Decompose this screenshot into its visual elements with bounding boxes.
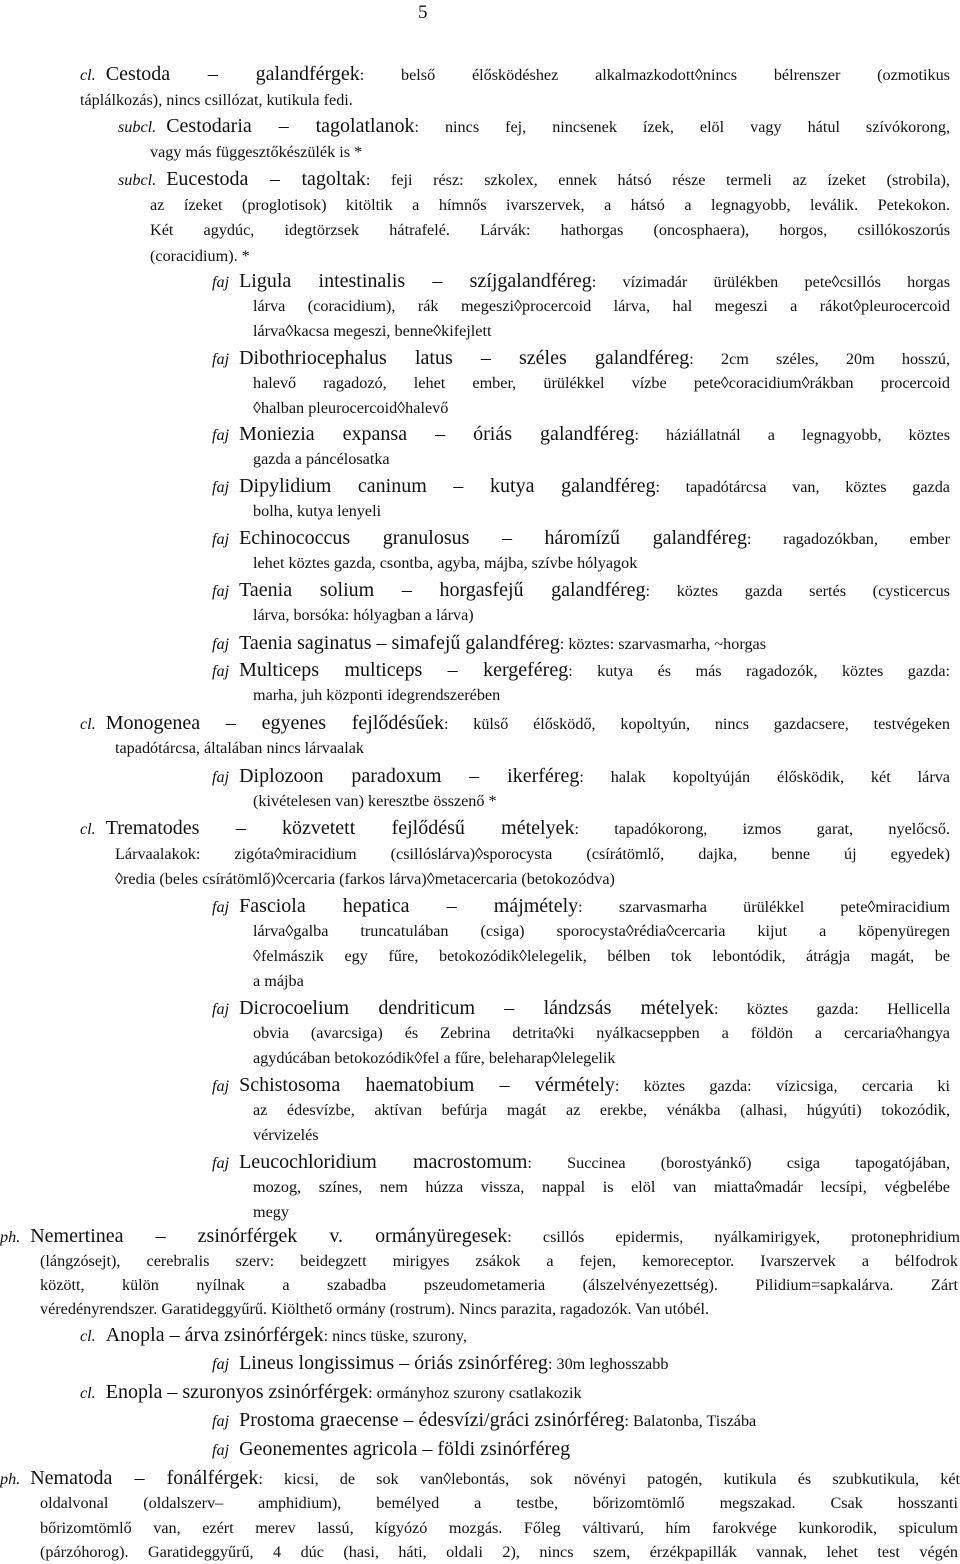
line-text: : kutya és más ragadozók, köztes gazda:: [568, 662, 950, 680]
taxon-heading: Anopla – árva zsinórférgek: [105, 1324, 324, 1346]
taxon-heading: Schistosoma haematobium – vérmétely: [239, 1074, 615, 1096]
line-text: : csillós epidermis, nyálkamirigyek, protonephridium: [507, 1228, 960, 1246]
text-line: [40, 1297, 709, 1321]
rank-label: cl.: [80, 66, 96, 84]
line-text: : köztes gazda sertés (cysticercus: [645, 582, 950, 600]
taxon-heading: Leucochloridium macrostomum: [239, 1151, 528, 1173]
text-line: [40, 1516, 958, 1540]
rank-label: faj: [212, 1412, 230, 1430]
text-line: [118, 167, 950, 192]
taxon-heading: Dipylidium caninum – kutya galandféreg: [239, 475, 656, 497]
rank-label: faj: [212, 898, 230, 916]
taxon-heading: Fasciola hepatica – májmétely: [239, 895, 579, 917]
line-text: : belső élősködéshez alkalmazkodott◊nincs bélrenszer (ozmotikus: [359, 66, 950, 84]
line-text: Két agydúc, idegtörzsek hátrafelé. Lárvák: hathorgas (oncosphaera), horgos, csillókoszorús: [150, 221, 950, 239]
taxon-heading: Dicrocoelium dendriticum – lándzsás mételyek: [239, 997, 714, 1019]
text-line: [80, 711, 950, 736]
rank-label: ph.: [0, 1470, 21, 1488]
text-line: [40, 1273, 958, 1297]
line-text: ◊halban pleurocercoid◊halevő: [253, 399, 449, 417]
line-text: lárva, borsóka: hólyagban a lárva): [253, 606, 474, 624]
taxon-heading: Eucestoda – tagoltak: [166, 168, 366, 190]
line-text: lárva◊galba truncatulában (csiga) sporocysta◊rédia◊cercaria kijut a köpenyüregen: [253, 922, 950, 940]
rank-label: cl.: [80, 820, 96, 838]
taxon-heading: Cestoda – galandférgek: [105, 63, 360, 85]
line-text: : ragadozókban, ember: [747, 530, 950, 548]
text-line: [212, 422, 950, 447]
text-line: [253, 1175, 950, 1199]
text-line: [0, 1466, 960, 1491]
line-text: (lángzósejt), cerebralis szerv: beidegzett mirigyes zsákok a fejen, kemoreceptor. Ivarszervek a bélfodrok: [40, 1252, 958, 1270]
line-text: az ízeket (proglotisok) kitöltik a hímnős ivarszervek, a hátsó a legnagyobb, leválik. Petekokon.: [150, 196, 950, 214]
rank-label: cl.: [80, 1384, 96, 1402]
line-text: véredényrendszer. Garatideggyűrű. Kiölthető ormány (rostrum). Nincs parazita, ragadozók. Van utóbél.: [40, 1300, 710, 1318]
text-line: [253, 1098, 950, 1122]
text-line: [253, 789, 497, 813]
rank-label: faj: [212, 1077, 230, 1095]
text-line: [115, 736, 364, 760]
text-line: [253, 683, 500, 707]
text-line: [253, 1123, 319, 1147]
page-number: 5: [418, 2, 428, 23]
line-text: obvia (avarcsiga) és Zebrina detrita◊ki nyálkacseppben a földön a cercaria◊hangya: [253, 1024, 950, 1042]
line-text: (coracidium). *: [150, 247, 250, 265]
rank-label: faj: [212, 768, 230, 786]
text-line: [40, 1491, 958, 1515]
taxon-heading: Dibothriocephalus latus – széles galandféreg: [239, 347, 690, 369]
text-line: [212, 1408, 756, 1433]
rank-label: subcl.: [118, 171, 157, 189]
line-text: Lárvaalakok: zigóta◊miracidium (csillóslárva)◊sporocysta (csírátömlő, dajka, benne új egyedek): [115, 845, 950, 863]
taxon-heading: Nematoda – fonálférgek: [30, 1467, 259, 1489]
text-line: [253, 969, 304, 993]
line-text: : tapadókorong, izmos garat, nyelőcső.: [574, 820, 950, 838]
rank-label: faj: [212, 530, 230, 548]
text-line: [150, 140, 362, 164]
rank-label: subcl.: [118, 118, 157, 136]
line-text: : tapadótárcsa van, köztes gazda: [655, 478, 950, 496]
taxon-heading: Trematodes – közvetett fejlődésű mételyek: [105, 817, 575, 839]
line-text: lárva◊kacsa megeszi, benne◊kifejlett: [253, 322, 492, 340]
rank-label: faj: [212, 1154, 230, 1172]
line-text: : vízimadár ürülékben pete◊csillós horgas: [591, 273, 951, 291]
text-line: [150, 244, 250, 268]
text-line: [212, 996, 950, 1021]
taxon-heading: Echinococcus granulosus – háromízű galandféreg: [239, 527, 747, 549]
line-text: gazda a páncélosatka: [253, 450, 390, 468]
text-line: [80, 816, 950, 841]
line-text: : háziállatnál a legnagyobb, köztes: [634, 426, 950, 444]
text-line: [40, 1540, 958, 1564]
taxon-heading: Cestodaria – tagolatlanok: [166, 115, 415, 137]
line-text: : köztes: szarvasmarha, ~horgas: [559, 635, 767, 653]
text-line: [253, 1046, 616, 1070]
line-text: mozog, színes, nem húzza vissza, nappal is elöl van miatta◊madár lecsípi, végbelébe: [253, 1178, 950, 1196]
rank-label: faj: [212, 273, 230, 291]
rank-label: faj: [212, 478, 230, 496]
line-text: : 30m leghosszabb: [547, 1355, 669, 1373]
taxon-heading: Diplozoon paradoxum – ikerféreg: [239, 765, 580, 787]
text-line: [80, 62, 950, 87]
line-text: : köztes gazda: vízicsiga, cercaria ki: [614, 1077, 950, 1095]
line-text: : külső élősködő, kopoltyún, nincs gazdacsere, testvégeken: [443, 715, 951, 733]
text-line: [40, 1249, 958, 1273]
text-line: [253, 319, 491, 343]
rank-label: faj: [212, 1355, 230, 1373]
line-text: : Succinea (borostyánkő) csiga tapogatójában,: [527, 1154, 950, 1172]
text-line: [212, 1437, 570, 1462]
rank-label: faj: [212, 662, 230, 680]
text-line: [212, 578, 950, 603]
line-text: : ormányhoz szurony csatlakozik: [368, 1384, 582, 1402]
line-text: : halak kopoltyúján élősködik, két lárva: [579, 768, 950, 786]
line-text: marha, juh központi idegrendszerében: [253, 686, 501, 704]
text-line: [253, 944, 950, 968]
taxon-heading: Lineus longissimus – óriás zsinórféreg: [239, 1352, 548, 1374]
taxon-heading: Ligula intestinalis – szíjgalandféreg: [239, 270, 592, 292]
text-line: [253, 1021, 950, 1045]
text-line: [212, 474, 950, 499]
line-text: (kivételesen van) keresztbe összenő *: [253, 792, 497, 810]
line-text: az édesvízbe, aktívan befúrja magát az erekbe, vénákba (alhasi, húgyúti) tokozódik,: [253, 1101, 950, 1119]
taxon-heading: Multiceps multiceps – kergeféreg: [239, 659, 569, 681]
line-text: ◊redia (beles csírátömlő)◊cercaria (farkos lárva)◊metacercaria (betokozódva): [115, 870, 615, 888]
line-text: : nincs fej, nincsenek ízek, elöl vagy hátul szívókorong,: [414, 118, 950, 136]
rank-label: ph.: [0, 1228, 21, 1246]
line-text: bőrizomtömlő van, ezért merev lassú, kígyózó mozgás. Főleg váltivarú, hím farokvége kunkorodik, spiculum: [40, 1519, 958, 1537]
line-text: lehet köztes gazda, csontba, agyba, májba, szívbe hólyagok: [253, 554, 638, 572]
rank-label: cl.: [80, 1327, 96, 1345]
line-text: : nincs tüske, szurony,: [323, 1327, 467, 1345]
text-line: [150, 218, 950, 242]
text-line: [115, 842, 950, 866]
line-text: tapadótárcsa, általában nincs lárvaalak: [115, 739, 364, 757]
text-line: [253, 371, 950, 395]
text-line: [253, 1200, 289, 1224]
line-text: vérvizelés: [253, 1126, 319, 1144]
text-line: [253, 603, 474, 627]
taxon-heading: Taenia saginatus – simafejű galandféreg: [239, 632, 560, 654]
line-text: : 2cm széles, 20m hosszú,: [689, 350, 950, 368]
text-line: [80, 88, 353, 112]
text-line: [212, 526, 950, 551]
text-line: [212, 764, 950, 789]
text-line: [212, 269, 950, 294]
line-text: bolha, kutya lenyeli: [253, 502, 382, 520]
text-line: [212, 894, 950, 919]
line-text: agydúcában betokozódik◊fel a fűre, beleharap◊lelegelik: [253, 1049, 616, 1067]
rank-label: faj: [212, 582, 230, 600]
rank-label: faj: [212, 426, 230, 444]
taxon-heading: Enopla – szuronyos zsinórférgek: [105, 1381, 369, 1403]
line-text: : feji rész: szkolex, ennek hátsó része termeli az ízeket (strobila),: [365, 171, 950, 189]
line-text: lárva (coracidium), rák megeszi◊procercoid lárva, hal megeszi a rákot◊pleurocercoid: [253, 297, 950, 315]
text-line: [0, 1224, 960, 1249]
text-line: [212, 346, 950, 371]
text-line: [212, 631, 766, 656]
taxon-heading: Monogenea – egyenes fejlődésűek: [105, 712, 444, 734]
taxon-heading: Nemertinea – zsinórférgek v. ormányüregesek: [30, 1225, 508, 1247]
text-line: [115, 867, 615, 891]
text-line: [118, 114, 950, 139]
text-line: [80, 1323, 467, 1348]
line-text: : szarvasmarha ürülékkel pete◊miracidium: [578, 898, 950, 916]
rank-label: cl.: [80, 715, 96, 733]
taxon-heading: Geonementes agricola – földi zsinórféreg: [239, 1438, 571, 1460]
rank-label: faj: [212, 635, 230, 653]
text-line: [253, 919, 950, 943]
line-text: (párzóhorog). Garatideggyűrű, 4 dúc (hasi, háti, oldali 2), nincs szem, érzékpapillák vannak, lehet test végén: [40, 1543, 958, 1561]
line-text: : köztes gazda: Hellicella: [713, 1000, 950, 1018]
text-line: [212, 1150, 950, 1175]
text-line: [253, 447, 390, 471]
text-line: [253, 396, 448, 420]
text-line: [253, 499, 381, 523]
rank-label: faj: [212, 350, 230, 368]
text-line: [80, 1380, 582, 1405]
text-line: [253, 551, 637, 575]
line-text: táplálkozás), nincs csillózat, kutikula fedi.: [80, 91, 353, 109]
text-line: [212, 1351, 668, 1376]
taxon-heading: Prostoma graecense – édesvízi/gráci zsinórféreg: [239, 1409, 625, 1431]
line-text: a májba: [253, 972, 304, 990]
line-text: halevő ragadozó, lehet ember, ürülékkel vízbe pete◊coracidium◊rákban procercoid: [253, 374, 950, 392]
line-text: : kicsi, de sok van◊lebontás, sok növényi patogén, kutikula és szubkutikula, két: [258, 1470, 960, 1488]
line-text: között, külön nyílnak a szabadba pszeudometameria (álszelvényezettség). Pilidium=sapkalárva. Zárt: [40, 1276, 958, 1294]
text-line: [150, 193, 950, 217]
rank-label: faj: [212, 1000, 230, 1018]
text-line: [212, 658, 950, 683]
line-text: ◊felmászik egy fűre, betokozódik◊lelegelik, bélben tok lebontódik, átrágja magát, be: [253, 947, 950, 965]
line-text: oldalvonal (oldalszerv– amphidium), bemélyed a testbe, bőrizomtömlő megszakad. Csak hosszanti: [40, 1494, 958, 1512]
text-line: [253, 294, 950, 318]
rank-label: faj: [212, 1441, 230, 1459]
taxon-heading: Moniezia expansa – óriás galandféreg: [239, 423, 635, 445]
line-text: megy: [253, 1203, 289, 1221]
text-line: [212, 1073, 950, 1098]
line-text: : Balatonba, Tiszába: [624, 1412, 757, 1430]
taxon-heading: Taenia solium – horgasfejű galandféreg: [239, 579, 646, 601]
line-text: vagy más függesztőkészülék is *: [150, 143, 363, 161]
